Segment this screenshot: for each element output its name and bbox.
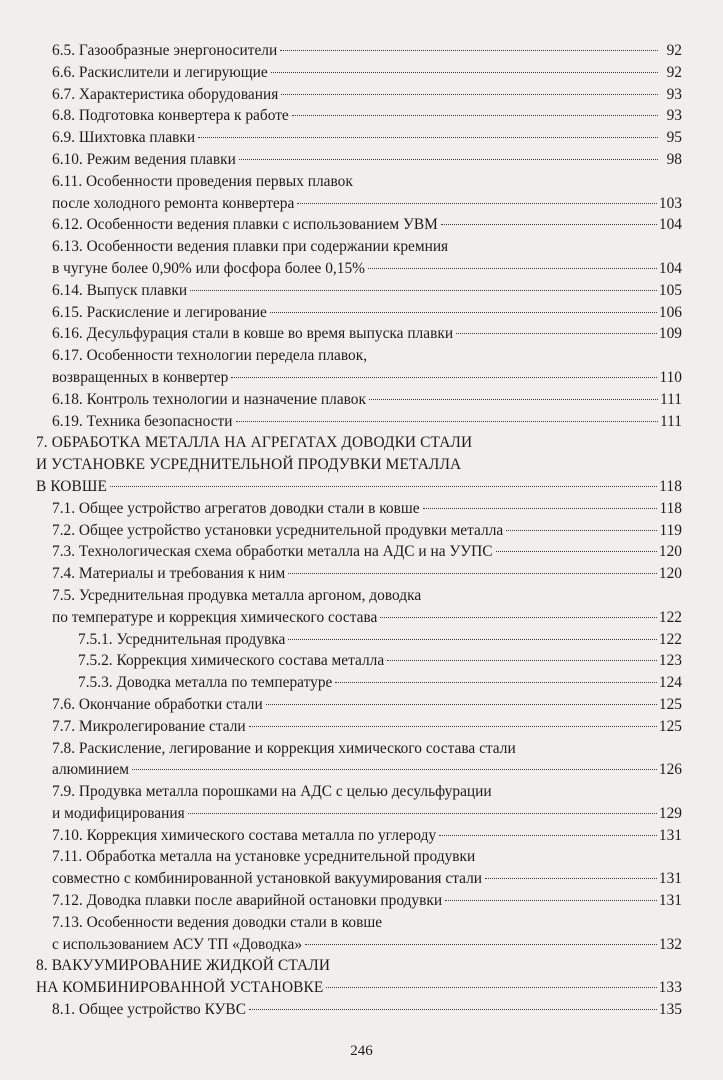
toc-page-number: 131: [658, 892, 682, 910]
toc-line: [36, 171, 682, 193]
toc-leader-dots: [198, 137, 658, 138]
toc-page-number: 106: [658, 303, 682, 321]
toc-entry-title: 7.10. Коррекция химического состава металла по углероду: [52, 826, 437, 844]
toc-entry: [36, 563, 682, 585]
toc-entry: [36, 280, 682, 302]
toc-entry: [36, 171, 682, 215]
toc-leader-dots: [441, 224, 657, 225]
toc-leader-dots: [288, 639, 657, 640]
toc-entry: [36, 825, 682, 847]
toc-entry-title: 6.16. Десульфурация стали в ковше во время выпуска плавки: [52, 325, 454, 343]
toc-leader-dots: [270, 312, 657, 313]
toc-entry-title: 6.17. Особенности технологии передела плавок,: [52, 347, 368, 365]
toc-entry-title: 8.1. Общее устройство КУВС: [52, 1001, 246, 1019]
toc-leader-dots: [445, 900, 657, 901]
toc-entry: [36, 999, 682, 1021]
toc-line: [36, 214, 682, 236]
toc-entry: [36, 236, 682, 280]
toc-page-number: 104: [658, 216, 682, 234]
toc-page-number: 103: [658, 194, 682, 212]
toc-line: [36, 672, 682, 694]
toc-entry-title: 6.12. Особенности ведения плавки с использованием УВМ: [52, 216, 438, 234]
toc-entry-title: алюминием: [52, 761, 129, 779]
toc-line: [36, 105, 682, 127]
toc-line: [36, 302, 682, 324]
toc-chapter: [36, 955, 682, 999]
toc-entry-title: 6.19. Техника безопасности: [52, 412, 233, 430]
toc-entry-title: 6.9. Шихтовка плавки: [52, 129, 196, 147]
toc-entry-title: 7.6. Окончание обработки стали: [52, 695, 263, 713]
toc-entry-title: 6.8. Подготовка конвертера к работе: [52, 107, 289, 125]
toc-leader-dots: [456, 333, 657, 334]
toc-leader-dots: [335, 682, 657, 683]
toc-page-number: 123: [658, 652, 682, 670]
toc-entry: [36, 672, 682, 694]
toc-leader-dots: [190, 290, 657, 291]
toc-page-number: 111: [660, 412, 682, 430]
toc-line: [36, 432, 682, 454]
toc-entry: [36, 738, 682, 782]
toc-entry-title: по температуре и коррекция химического состава: [52, 608, 378, 626]
toc-line: [36, 803, 682, 825]
toc-entry: [36, 520, 682, 542]
toc-entry-title: 6.13. Особенности ведения плавки при содержании кремния: [52, 238, 449, 256]
toc-line: [36, 476, 682, 498]
toc-entry-title: 6.11. Особенности проведения первых плавок: [52, 172, 353, 190]
toc-page-number: 93: [666, 107, 682, 125]
toc-entry: [36, 912, 682, 956]
toc-entry-title: 7.13. Особенности ведения доводки стали в ковше: [52, 913, 383, 931]
toc-line: [36, 323, 682, 345]
toc-page-number: 105: [658, 281, 682, 299]
toc-entry-title: 7.3. Технологическая схема обработки металла на АДС и на УУПС: [52, 543, 493, 561]
toc-leader-dots: [380, 617, 657, 618]
toc-entry-title: совместно с комбинированной установкой вакуумирования стали: [52, 870, 482, 888]
toc-entry-title: 8. ВАКУУМИРОВАНИЕ ЖИДКОЙ СТАЛИ: [36, 957, 331, 975]
toc-page-number: 124: [658, 674, 682, 692]
toc-line: [36, 650, 682, 672]
toc-entry: [36, 694, 682, 716]
toc-line: [36, 716, 682, 738]
toc-line: [36, 781, 682, 803]
toc-line: [36, 629, 682, 651]
toc-line: [36, 607, 682, 629]
toc-entry-title: 7.5.2. Коррекция химического состава металла: [78, 652, 385, 670]
toc-line: [36, 280, 682, 302]
toc-entry-title: НА КОМБИНИРОВАННОЙ УСТАНОВКЕ: [36, 979, 324, 997]
toc-page-number: 129: [658, 804, 682, 822]
toc-entry-title: 7.4. Материалы и требования к ним: [52, 565, 286, 583]
toc-line: [36, 40, 682, 62]
toc-line: [36, 498, 682, 520]
toc-entry: [36, 345, 682, 389]
toc-line: [36, 977, 682, 999]
toc-page-number: 133: [658, 979, 682, 997]
page-number: 246: [350, 1043, 373, 1059]
toc-line: [36, 955, 682, 977]
toc-page-number: 132: [658, 935, 682, 953]
toc-page-number: 118: [659, 499, 682, 517]
toc-entry-title: с использованием АСУ ТП «Доводка»: [52, 935, 303, 953]
toc-entry: [36, 890, 682, 912]
toc-line: [36, 84, 682, 106]
toc-page-number: 125: [658, 695, 682, 713]
toc-page-number: 120: [658, 543, 682, 561]
toc-entry-title: 7.9. Продувка металла порошками на АДС с целью десульфурации: [52, 783, 492, 801]
toc-entry: [36, 62, 682, 84]
toc-page-number: 92: [666, 42, 682, 59]
toc-line: [36, 999, 682, 1021]
toc-line: [36, 367, 682, 389]
toc-page-number: 118: [659, 477, 682, 495]
toc-entry: [36, 650, 682, 672]
toc-entry: [36, 781, 682, 825]
toc-line: [36, 454, 682, 476]
toc-entry-title: в чугуне более 0,90% или фосфора более 0,15%: [52, 259, 365, 277]
toc-page-number: 135: [658, 1001, 682, 1019]
toc-entry: [36, 498, 682, 520]
toc-line: [36, 193, 682, 215]
toc-line: [36, 389, 682, 411]
toc-entry-title: 7.5. Усреднительная продувка металла аргоном, доводка: [52, 586, 422, 604]
toc-entry-title: 6.14. Выпуск плавки: [52, 281, 188, 299]
toc-entry-title: И УСТАНОВКЕ УСРЕДНИТЕЛЬНОЙ ПРОДУВКИ МЕТАЛЛА: [36, 456, 462, 474]
toc-entry-title: 7.11. Обработка металла на установке усреднительной продувки: [52, 848, 476, 866]
toc-leader-dots: [188, 813, 657, 814]
toc-page-number: 109: [658, 325, 682, 343]
toc-page-number: 125: [658, 717, 682, 735]
toc-page-number: 104: [658, 259, 682, 277]
toc-entry-title: 7.5.3. Доводка металла по температуре: [78, 674, 333, 692]
toc-leader-dots: [280, 50, 658, 51]
toc-line: [36, 563, 682, 585]
toc-leader-dots: [249, 726, 657, 727]
toc-page-number: 95: [666, 129, 682, 147]
toc-entry-title: 7. ОБРАБОТКА МЕТАЛЛА НА АГРЕГАТАХ ДОВОДКИ СТАЛИ: [36, 434, 473, 452]
toc-entry: [36, 105, 682, 127]
toc-line: [36, 759, 682, 781]
toc-entry: [36, 716, 682, 738]
toc-line: [36, 890, 682, 912]
toc-entry: [36, 389, 682, 411]
toc-entry: [36, 629, 682, 651]
toc-chapter: [36, 432, 682, 497]
toc-page-number: 131: [658, 826, 682, 844]
toc-page-number: 93: [666, 85, 682, 103]
toc-leader-dots: [368, 268, 657, 269]
toc-line: [36, 694, 682, 716]
toc-page-number: 131: [658, 870, 682, 888]
toc-entry: [36, 323, 682, 345]
toc-leader-dots: [387, 660, 657, 661]
toc-leader-dots: [439, 835, 657, 836]
toc-leader-dots: [292, 115, 658, 116]
toc-page-number: 122: [658, 630, 682, 648]
toc-entry-title: 6.10. Режим ведения плавки: [52, 150, 236, 168]
toc-entry: [36, 541, 682, 563]
toc-leader-dots: [496, 551, 657, 552]
toc-entry-title: 6.5. Газообразные энергоносители: [52, 42, 278, 59]
toc-leader-dots: [423, 508, 658, 509]
toc-entry: [36, 214, 682, 236]
toc-line: [36, 912, 682, 934]
toc-leader-dots: [249, 1009, 657, 1010]
toc-entry-title: 7.12. Доводка плавки после аварийной остановки продувки: [52, 892, 443, 910]
toc-leader-dots: [506, 530, 657, 531]
toc-entry-title: 7.1. Общее устройство агрегатов доводки стали в ковше: [52, 499, 420, 517]
toc-entry-title: после холодного ремонта конвертера: [52, 194, 295, 212]
toc-line: [36, 520, 682, 542]
toc-entry-title: и модифицирования: [52, 804, 185, 822]
toc-line: [36, 868, 682, 890]
toc-leader-dots: [132, 769, 657, 770]
toc-entry: [36, 127, 682, 149]
toc-leader-dots: [288, 573, 657, 574]
toc-page-number: 98: [666, 150, 682, 168]
toc-line: [36, 127, 682, 149]
toc-line: [36, 345, 682, 367]
toc-leader-dots: [369, 399, 658, 400]
toc-line: [36, 236, 682, 258]
toc-line: [36, 541, 682, 563]
toc-leader-dots: [239, 159, 658, 160]
toc-entry: [36, 84, 682, 106]
toc-leader-dots: [236, 421, 658, 422]
toc-entry-title: 7.5.1. Усреднительная продувка: [78, 630, 286, 648]
toc-line: [36, 585, 682, 607]
toc-page-number: 92: [666, 63, 682, 81]
toc-leader-dots: [231, 377, 657, 378]
toc-entry: [36, 40, 682, 62]
toc-entry: [36, 846, 682, 890]
toc-entry-title: 7.8. Раскисление, легирование и коррекция химического состава стали: [52, 739, 516, 757]
table-of-contents: [36, 40, 682, 1021]
toc-line: [36, 825, 682, 847]
toc-entry-title: 6.7. Характеристика оборудования: [52, 85, 279, 103]
toc-leader-dots: [281, 94, 658, 95]
toc-leader-dots: [297, 203, 657, 204]
toc-page-number: 110: [659, 368, 682, 386]
toc-line: [36, 149, 682, 171]
toc-line: [36, 411, 682, 433]
toc-leader-dots: [305, 944, 657, 945]
toc-leader-dots: [485, 878, 657, 879]
toc-entry: [36, 149, 682, 171]
toc-page-number: 111: [660, 390, 682, 408]
toc-entry-title: В КОВШЕ: [36, 477, 108, 495]
toc-entry: [36, 585, 682, 629]
toc-page-number: 126: [658, 761, 682, 779]
toc-leader-dots: [266, 704, 657, 705]
toc-entry: [36, 411, 682, 433]
toc-line: [36, 846, 682, 868]
toc-entry: [36, 302, 682, 324]
toc-line: [36, 62, 682, 84]
toc-entry-title: 7.2. Общее устройство установки усреднительной продувки металла: [52, 521, 504, 539]
toc-line: [36, 934, 682, 956]
toc-leader-dots: [326, 987, 656, 988]
toc-line: [36, 258, 682, 280]
toc-entry-title: 7.7. Микролегирование стали: [52, 717, 246, 735]
toc-page-number: 119: [659, 521, 682, 539]
toc-entry-title: возвращенных в конвертер: [52, 368, 229, 386]
toc-entry-title: 6.18. Контроль технологии и назначение плавок: [52, 390, 366, 408]
toc-page-number: 120: [658, 565, 682, 583]
toc-entry-title: 6.6. Раскислители и легирующие: [52, 63, 268, 81]
toc-page-number: 122: [658, 608, 682, 626]
toc-leader-dots: [271, 72, 658, 73]
toc-entry-title: 6.15. Раскисление и легирование: [52, 303, 267, 321]
toc-line: [36, 738, 682, 760]
toc-leader-dots: [110, 486, 657, 487]
